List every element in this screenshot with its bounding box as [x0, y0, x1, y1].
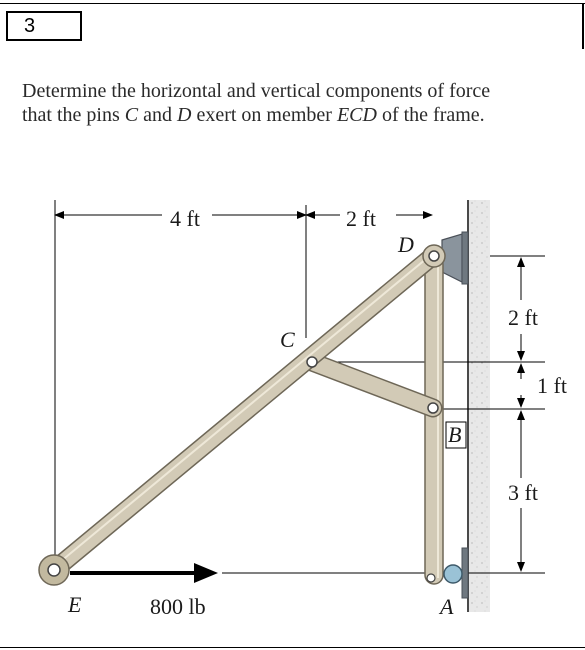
- label-c: C: [280, 327, 295, 352]
- statement-line2d: of the frame.: [376, 104, 485, 126]
- statement-member-ecd: ECD: [336, 104, 377, 126]
- dim-label-2ft-vertical: 2 ft: [508, 305, 538, 330]
- bracket-a: [462, 548, 468, 598]
- statement-line2c: exert on member: [191, 104, 337, 126]
- load-label: 800 lb: [150, 594, 206, 619]
- bracket-d: [442, 232, 468, 284]
- label-a: A: [440, 594, 454, 619]
- dim-label-2ft-horizontal: 2 ft: [346, 206, 376, 231]
- member-cb: [312, 362, 433, 408]
- label-e: E: [68, 592, 82, 617]
- pin-e: [39, 555, 69, 585]
- dim-label-1ft: 1 ft: [537, 373, 567, 398]
- statement-line2b: and: [138, 104, 177, 126]
- load-arrow: [70, 563, 218, 583]
- dim-label-4ft: 4 ft: [170, 206, 200, 231]
- pin-b: [428, 403, 438, 413]
- member-ecd: [54, 254, 434, 570]
- label-d: D: [398, 232, 414, 257]
- statement-pin-c: C: [124, 104, 139, 126]
- statement-pin-d: D: [177, 104, 192, 126]
- label-b: B: [448, 422, 462, 447]
- statement-line2a: that the pins: [22, 104, 125, 126]
- wall: [468, 200, 490, 612]
- member-ad: [425, 256, 443, 584]
- pin-c: [307, 357, 317, 367]
- wall-fill: [468, 200, 490, 612]
- problem-number: 3: [24, 15, 36, 37]
- dim-label-3ft: 3 ft: [508, 480, 538, 505]
- pin-d: [423, 245, 445, 267]
- statement-line1: Determine the horizontal and vertical components of force: [22, 80, 491, 102]
